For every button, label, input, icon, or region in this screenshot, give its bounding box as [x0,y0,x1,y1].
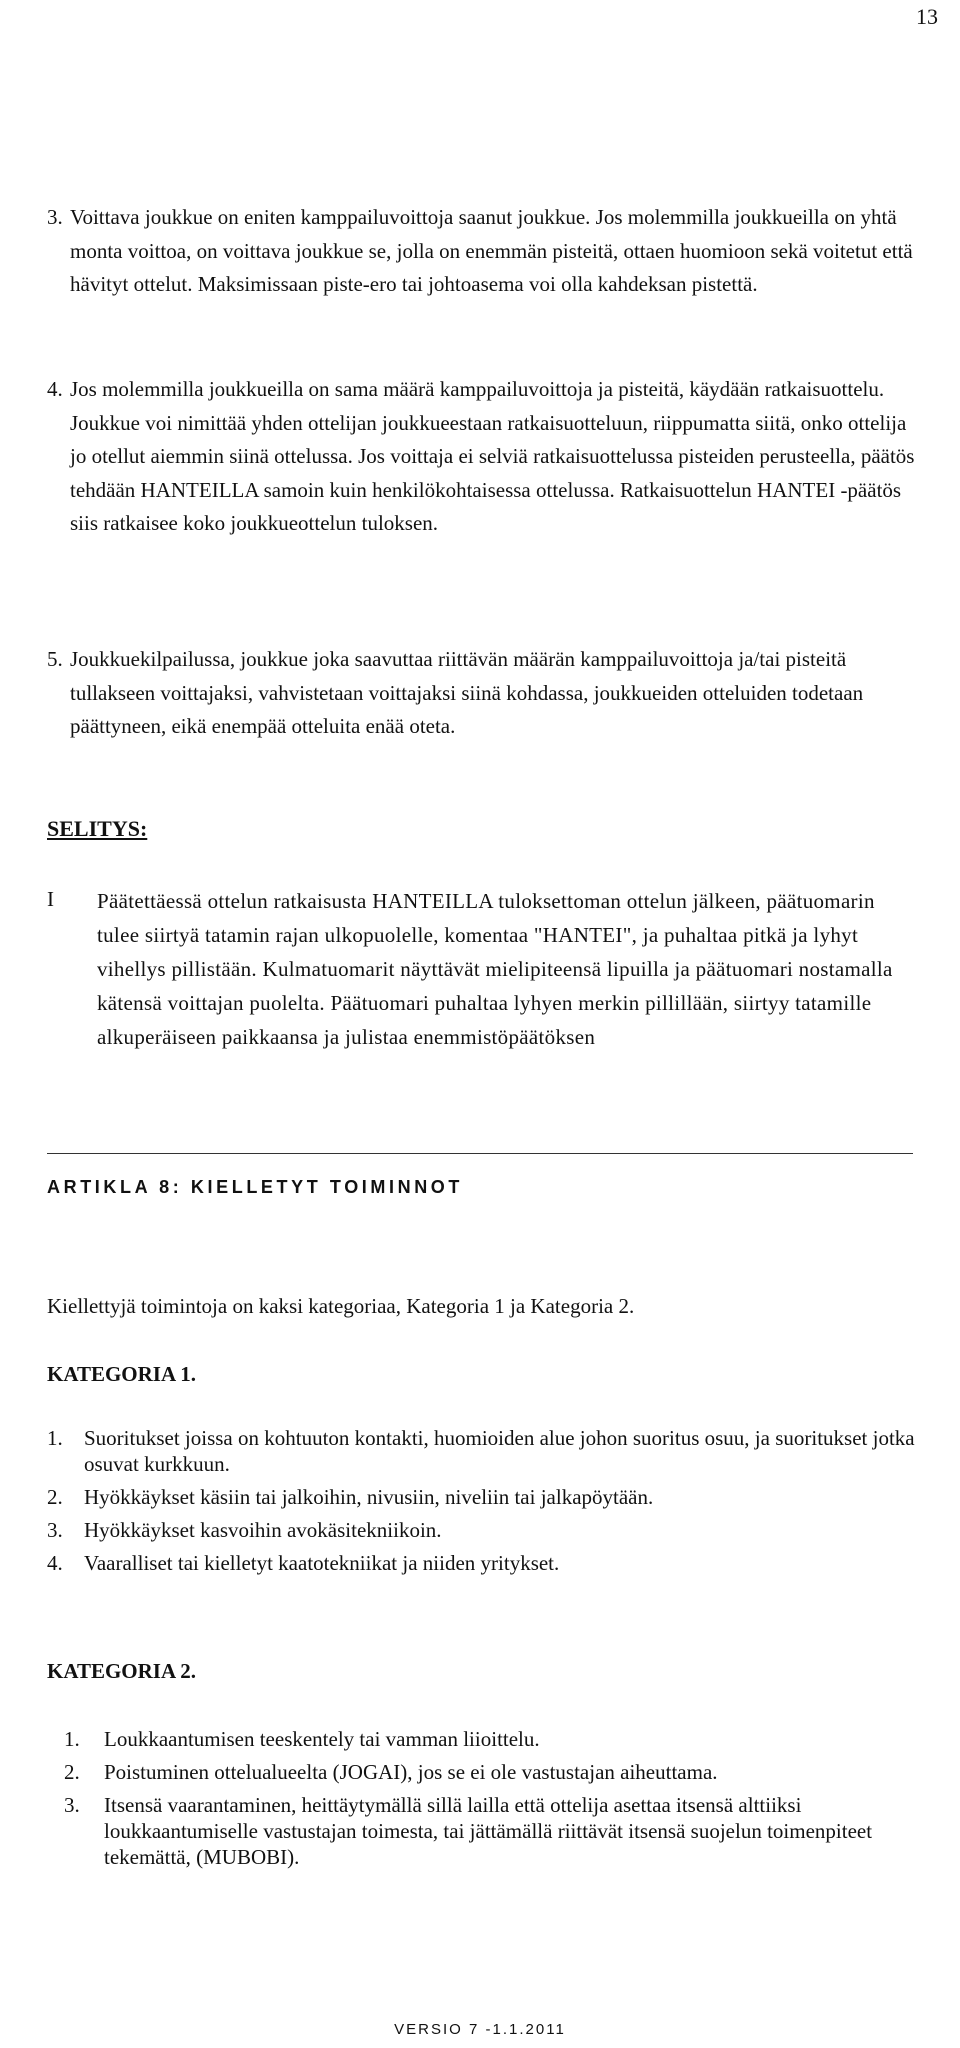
list-item-text: Suoritukset joissa on kohtuuton kontakti, huomioiden alue johon suoritus osuu, ja suoritukset jotka osuvat kurkkuun. [84,1426,915,1476]
kategoria-2-list [64,1726,924,1870]
paragraph-5 [47,643,927,744]
list-item-number: 1. [47,1426,63,1450]
paragraph-text: Jos molemmilla joukkueilla on sama määrä kamppailuvoittoja ja pisteitä, käydään ratkaisuottelu. Joukkue voi nimittää yhden ottelijan joukkueestaan ratkaisuotteluun, riippumatta siitä, onko ottelija jo otellut aiemmin siinä ottelussa. Jos voittaja ei selviä ratkaisuottelussa pisteiden perusteella, päätös tehdään HANTEILLA samoin kuin henkilökohtaisessa ottelussa. Ratkaisuottelun HANTEI -päätös siis ratkaisee koko joukkueottelun tuloksen. [70,377,915,535]
article-heading: ARTIKLA 8: KIELLETYT TOIMINNOT [47,1177,463,1197]
list-item [47,1550,927,1576]
page-footer: VERSIO 7 -1.1.2011 [394,2021,566,2038]
list-item-number: 1. [64,1727,80,1751]
list-item [47,1517,927,1543]
list-item [64,1792,924,1870]
paragraph-number: 5. [47,647,63,671]
selitys-heading: SELITYS: [47,816,148,841]
kategoria-1-list [47,1425,927,1576]
selitys-text: Päätettäessä ottelun ratkaisusta HANTEILLA tuloksettoman ottelun jälkeen, päätuomarin tulee siirtyä tatamin rajan ulkopuolelle, komentaa "HANTEI", ja puhaltaa pitkä ja lyhyt vihellys pillistään. Kulmatuomarit näyttävät mielipiteensä lipuilla ja päätuomari nostamalla kätensä voittajan puolelta. Päätuomari puhaltaa lyhyen merkin pillillään, siirtyy tatamille alkuperäiseen paikkaansa ja julistaa enemmistöpäätöksen [97,889,893,1049]
list-item [47,1484,927,1510]
page-number: 13 [916,4,938,29]
list-item-number: 3. [47,1518,63,1542]
list-item [64,1759,924,1785]
list-item [64,1726,924,1752]
paragraph-text: Joukkuekilpailussa, joukkue joka saavuttaa riittävän määrän kamppailuvoittoja ja/tai pisteitä tullakseen voittajaksi, vahvistetaan voittajaksi siinä kohdassa, joukkueiden otteluiden todetaan päättyneen, eikä enempää otteluita enää oteta. [70,647,864,738]
kategoria-2-heading: KATEGORIA 2. [47,1659,196,1683]
intro-text: Kiellettyjä toimintoja on kaksi kategoriaa, Kategoria 1 ja Kategoria 2. [47,1294,635,1318]
kategoria-1-heading: KATEGORIA 1. [47,1362,196,1386]
list-item [47,1425,927,1477]
list-item-text: Hyökkäykset käsiin tai jalkoihin, nivusiin, niveliin tai jalkapöytään. [84,1485,654,1509]
paragraph-4 [47,373,927,541]
section-divider [47,1153,913,1154]
paragraph-number: 3. [47,205,63,229]
list-item-number: 2. [64,1760,80,1784]
paragraph-number: 4. [47,377,63,401]
list-item-text: Vaaralliset tai kielletyt kaatotekniikat ja niiden yritykset. [84,1551,560,1575]
list-item-text: Loukkaantumisen teeskentely tai vamman liioittelu. [104,1727,540,1751]
list-item-number: 2. [47,1485,63,1509]
list-item-number: 4. [47,1551,63,1575]
selitys-marker: I [47,887,54,911]
list-item-number: 3. [64,1793,80,1817]
list-item-text: Hyökkäykset kasvoihin avokäsitekniikoin. [84,1518,442,1542]
paragraph-3 [47,201,927,302]
list-item-text: Poistuminen ottelualueelta (JOGAI), jos se ei ole vastustajan aiheuttama. [104,1760,718,1784]
paragraph-text: Voittava joukkue on eniten kamppailuvoittoja saanut joukkue. Jos molemmilla joukkueilla on yhtä monta voittoa, on voittava joukkue se, jolla on enemmän pisteitä, ottaen huomioon sekä voitetut että hävityt ottelut. Maksimissaan piste-ero tai johtoasema voi olla kahdeksan pistettä. [70,205,913,296]
list-item-text: Itsensä vaarantaminen, heittäytymällä sillä lailla että ottelija asettaa itsensä alttiiksi loukkaantumiselle vastustajan toimesta, tai jättämällä riittävät itsensä suojelun toimenpiteet tekemättä, (MUBOBI). [104,1793,873,1869]
